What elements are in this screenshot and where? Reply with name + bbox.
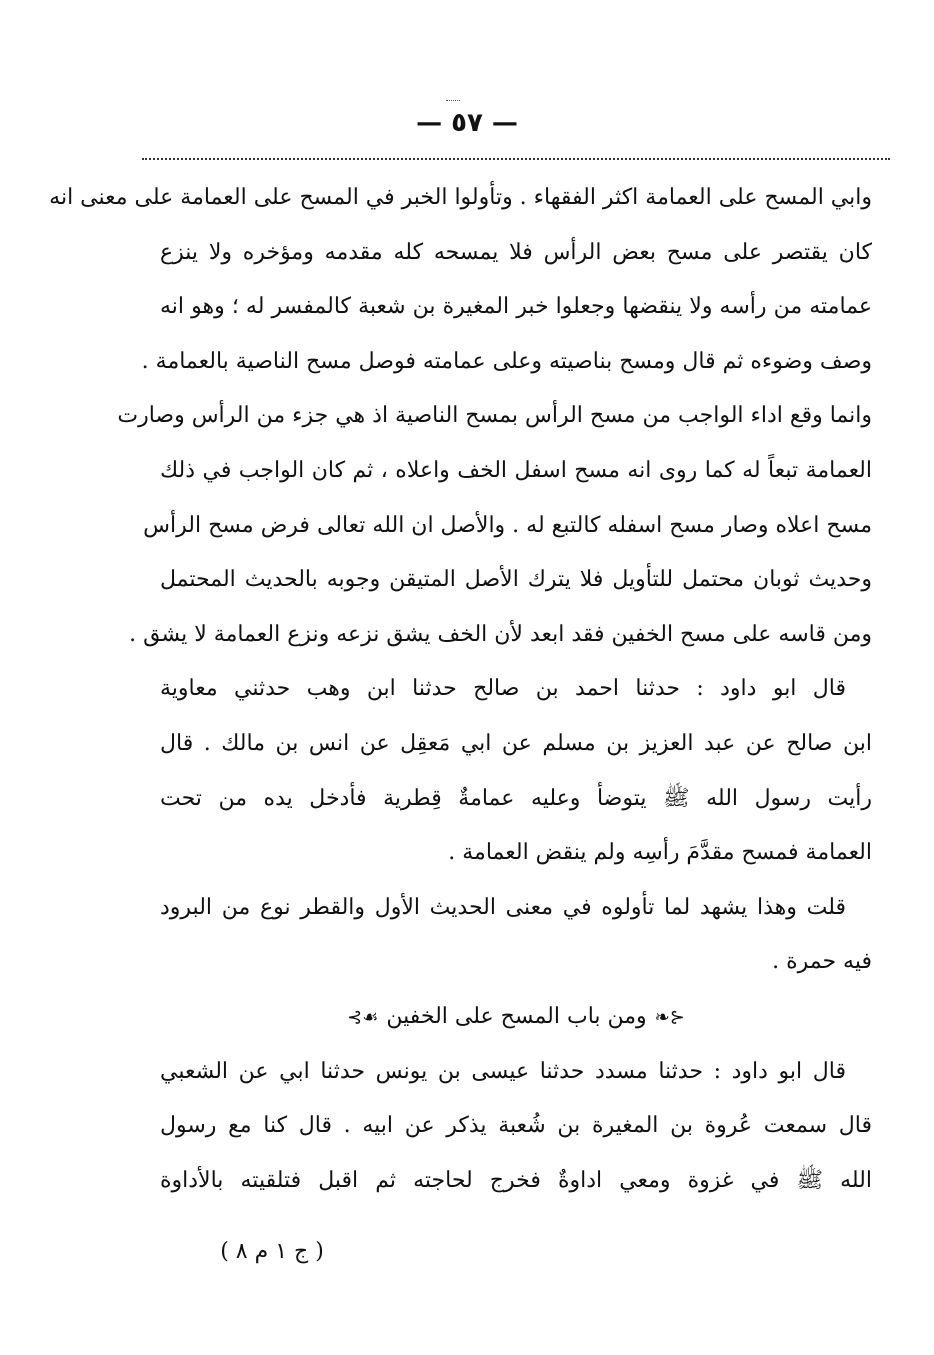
hadith-line: العمامة فمسح مقدَّمَ رأسِه ولم ينقض العمامة . — [448, 840, 872, 866]
text-line: وحديث ثوبان محتمل للتأويل فلا يترك الأصل المتيقن وجوبه بالحديث المحتمل — [160, 567, 872, 593]
printer-signature-mark: ( ج ١ م ٨ ) — [220, 1239, 324, 1264]
hadith-line: قال ابو داود : حدثنا احمد بن صالح حدثنا ابن وهب حدثني معاوية — [160, 676, 846, 702]
header-divider — [142, 158, 890, 160]
ornament-left-icon: ☙⊱ — [347, 1006, 379, 1028]
page-header — [0, 108, 934, 138]
hadith-line: ابن صالح عن عبد العزيز بن مسلم عن ابي مَعقِل عن انس بن مالك . قال — [160, 730, 872, 756]
header-mark — [446, 100, 460, 104]
commentary-line: قلت وهذا يشهد لما تأولوه في معنى الحديث الأول والقطر نوع من البرود — [160, 894, 846, 920]
text-line: وابي المسح على العمامة اكثر الفقهاء . وتأولوا الخبر في المسح على العمامة على معنى انه — [49, 185, 872, 210]
body-text — [49, 178, 873, 1215]
text-line: وصف وضوءه ثم قال ومسح بناصيته وعلى عمامته فوصل مسح الناصية بالعمامة . — [141, 348, 872, 374]
text-line: مسح اعلاه وصار مسح اسفله كالتبع له . والأصل ان الله تعالى فرض مسح الرأس — [143, 512, 872, 538]
text-line: ومن قاسه على مسح الخفين فقد ابعد لأن الخف يشق نزعه ونزع العمامة لا يشق . — [129, 621, 872, 647]
hadith-line: الله ﷺ في غزوة ومعي اداوةٌ فخرج لحاجته ثم اقبل فتلقيته بالأداوة — [160, 1167, 872, 1193]
section-heading — [160, 997, 872, 1052]
page-number: — ٥٧ — — [416, 108, 518, 138]
hadith-line: قال سمعت عُروة بن المغيرة بن شُعبة يذكر عن ابيه . قال كنا مع رسول — [160, 1113, 872, 1139]
hadith-line: رأيت رسول الله ﷺ يتوضأ وعليه عمامةٌ قِطرية فأدخل يده من تحت — [160, 785, 872, 811]
commentary-line: فيه حمرة . — [772, 949, 872, 975]
text-line: العمامة تبعاً له كما روى انه مسح اسفل الخف واعلاه ، ثم كان الواجب في ذلك — [160, 457, 872, 483]
ornament-right-icon: ⊰❧ — [654, 1006, 685, 1028]
hadith-line: قال ابو داود : حدثنا مسدد حدثنا عيسى بن يونس حدثنا ابي عن الشعبي — [160, 1058, 846, 1084]
text-line: كان يقتصر على مسح بعض الرأس فلا يمسحه كله مقدمه ومؤخره ولا ينزع — [160, 239, 872, 265]
text-line: وانما وقع اداء الواجب من مسح الرأس بمسح الناصية اذ هي جزء من الرأس وصارت — [117, 403, 872, 429]
section-heading-text: ومن باب المسح على الخفين — [386, 1003, 647, 1029]
text-line: عمامته من رأسه ولا ينقضها وجعلوا خبر المغيرة بن شعبة كالمفسر له ؛ وهو انه — [160, 294, 873, 320]
